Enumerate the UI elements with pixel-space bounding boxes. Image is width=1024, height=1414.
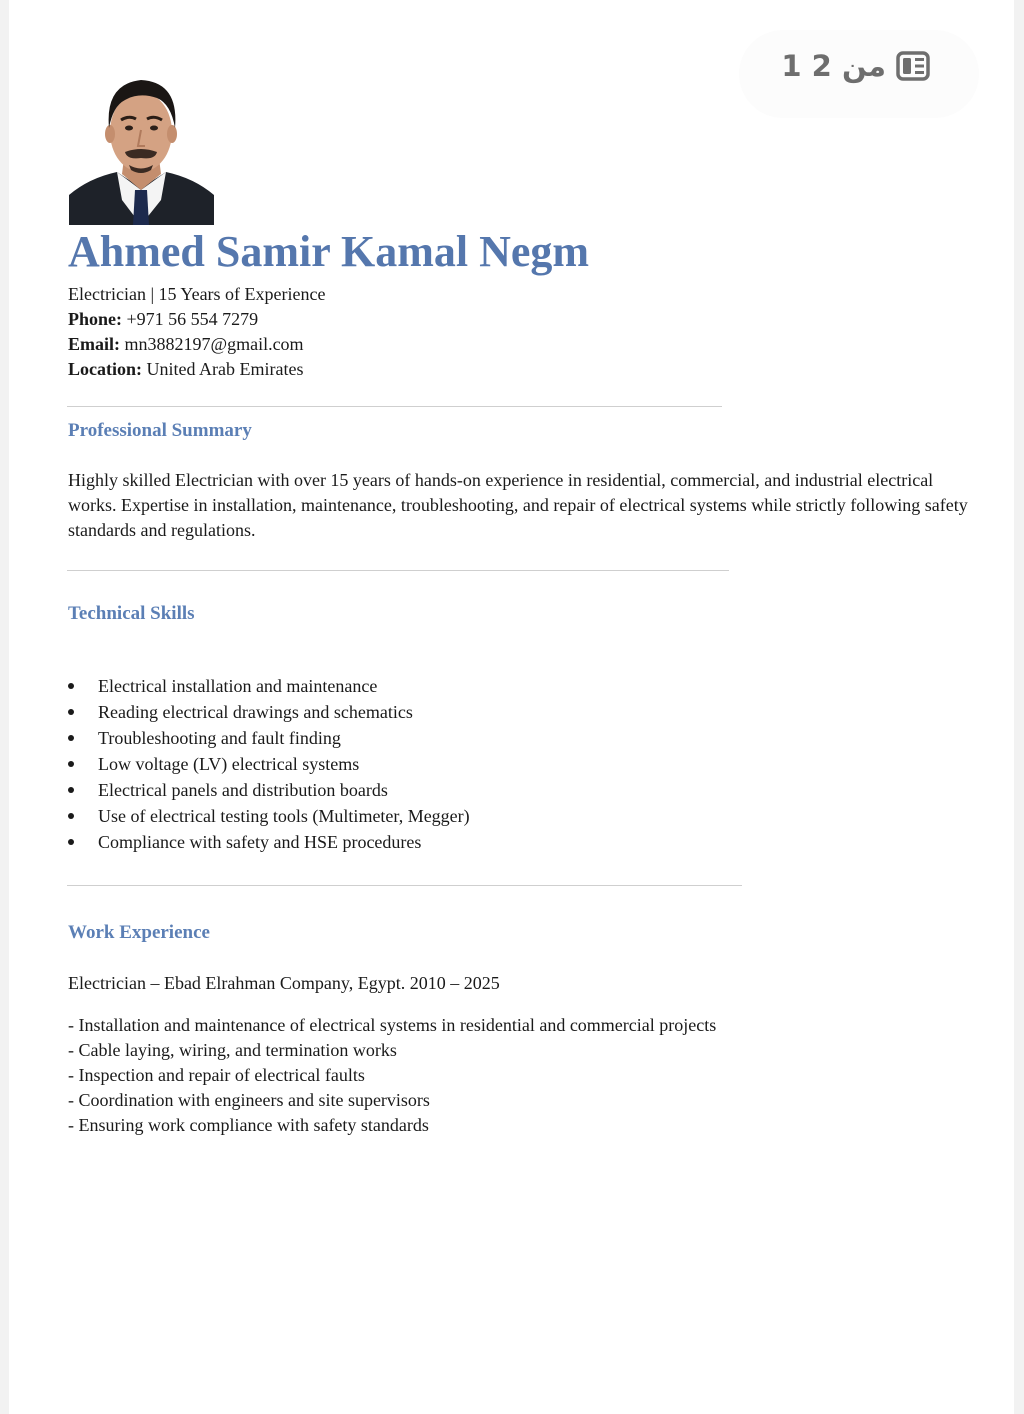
list-item: - Inspection and repair of electrical faults: [68, 1065, 365, 1085]
divider: [67, 570, 729, 571]
skills-heading: Technical Skills: [68, 603, 195, 624]
experience-heading: Work Experience: [68, 922, 210, 943]
document-page: [9, 0, 1014, 1414]
list-item: Electrical panels and distribution boards: [68, 777, 470, 803]
location-line: [68, 357, 326, 382]
bullet-icon: [68, 813, 74, 819]
list-item: - Installation and maintenance of electrical systems in residential and commercial projects: [68, 1015, 717, 1035]
divider: [67, 885, 742, 886]
profile-photo: [69, 70, 214, 225]
list-item: Electrical installation and maintenance: [68, 673, 470, 699]
skills-list: [68, 673, 470, 855]
bullet-icon: [68, 839, 74, 845]
list-item: Use of electrical testing tools (Multimeter, Megger): [68, 803, 470, 829]
headline: Electrician | 15 Years of Experience: [68, 284, 326, 304]
bullet-icon: [68, 709, 74, 715]
list-item: Troubleshooting and fault finding: [68, 725, 470, 751]
location-value: United Arab Emirates: [146, 359, 304, 379]
email-value: mn3882197@gmail.com: [124, 334, 304, 354]
email-line: [68, 332, 326, 357]
phone-label: Phone:: [68, 309, 122, 329]
bullet-icon: [68, 761, 74, 767]
page-layout-icon: [896, 51, 930, 81]
page-indicator-text: 1 من 2: [781, 49, 886, 83]
phone-value: +971 56 554 7279: [126, 309, 259, 329]
divider: [67, 406, 722, 407]
bullet-icon: [68, 735, 74, 741]
page-indicator[interactable]: [781, 46, 930, 86]
list-item: - Ensuring work compliance with safety standards: [68, 1115, 429, 1135]
email-label: Email:: [68, 334, 120, 354]
bullet-icon: [68, 787, 74, 793]
list-item: Low voltage (LV) electrical systems: [68, 751, 470, 777]
job-title: Electrician – Ebad Elrahman Company, Egypt. 2010 – 2025: [68, 973, 500, 993]
summary-heading: Professional Summary: [68, 420, 252, 441]
contact-block: [68, 282, 326, 382]
list-item: - Coordination with engineers and site supervisors: [68, 1090, 430, 1110]
location-label: Location:: [68, 359, 142, 379]
list-item: - Cable laying, wiring, and termination works: [68, 1040, 397, 1060]
list-item: Reading electrical drawings and schematics: [68, 699, 470, 725]
bullet-icon: [68, 683, 74, 689]
candidate-name: Ahmed Samir Kamal Negm: [68, 227, 590, 276]
list-item: Compliance with safety and HSE procedures: [68, 829, 470, 855]
phone-line: [68, 307, 326, 332]
duties-list: [68, 1013, 716, 1138]
summary-text: Highly skilled Electrician with over 15 years of hands-on experience in residential, commercial, and industrial electrical works. Expertise in installation, maintenance, troubleshooting, and repair of electrical systems while strictly following safety standards and regulations.: [68, 470, 968, 540]
